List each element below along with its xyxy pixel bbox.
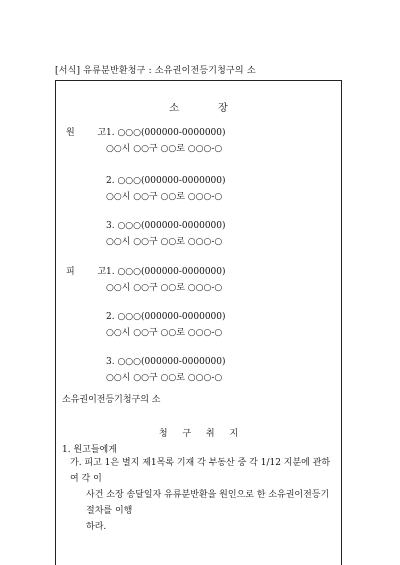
- defendant-2-address: ○○시 ○○구 ○○로 ○○○-○: [106, 328, 223, 338]
- defendant-1-address: ○○시 ○○구 ○○로 ○○○-○: [106, 283, 223, 293]
- defendant-2: [106, 309, 226, 341]
- claim-body: [70, 455, 332, 535]
- defendant-1: [106, 264, 226, 296]
- plaintiff-2-name: 2. ○○○(000000-0000000): [106, 176, 226, 186]
- claim-section-title: 청 구 취 지: [158, 429, 245, 439]
- suit-name: 소유권이전등기청구의 소: [62, 395, 161, 405]
- defendant-2-name: 2. ○○○(000000-0000000): [106, 312, 226, 322]
- form-header: [서식] 유류분반환청구 : 소유권이전등기청구의 소: [55, 66, 256, 76]
- plaintiff-label: 원 고: [66, 128, 117, 138]
- document-title: 소 장: [169, 103, 246, 114]
- plaintiff-1: [106, 125, 226, 157]
- complaint-frame: [55, 80, 342, 565]
- plaintiff-3-name: 3. ○○○(000000-0000000): [106, 221, 226, 231]
- defendant-3-address: ○○시 ○○구 ○○로 ○○○-○: [106, 373, 223, 383]
- claim-body-line-3: 하라.: [86, 522, 107, 532]
- defendant-label: 피 고: [66, 267, 117, 277]
- defendant-3: [106, 354, 226, 386]
- defendant-1-name: 1. ○○○(000000-0000000): [106, 267, 226, 277]
- claim-body-line-2: 사건 소장 송달일자 유류분반환을 원인으로 한 소유권이전등기절차를 이행: [86, 490, 330, 516]
- claim-body-line-1: 가. 피고 1은 별지 제1목록 기재 각 부동산 중 각 1/12 지분에 관하여 각 이: [70, 458, 331, 484]
- claim-item-1: 1. 원고들에게: [62, 445, 117, 455]
- plaintiff-3: [106, 218, 226, 250]
- plaintiff-3-address: ○○시 ○○구 ○○로 ○○○-○: [106, 237, 223, 247]
- plaintiff-2: [106, 173, 226, 205]
- plaintiff-1-address: ○○시 ○○구 ○○로 ○○○-○: [106, 144, 223, 154]
- defendant-3-name: 3. ○○○(000000-0000000): [106, 357, 226, 367]
- plaintiff-2-address: ○○시 ○○구 ○○로 ○○○-○: [106, 192, 223, 202]
- plaintiff-1-name: 1. ○○○(000000-0000000): [106, 128, 226, 138]
